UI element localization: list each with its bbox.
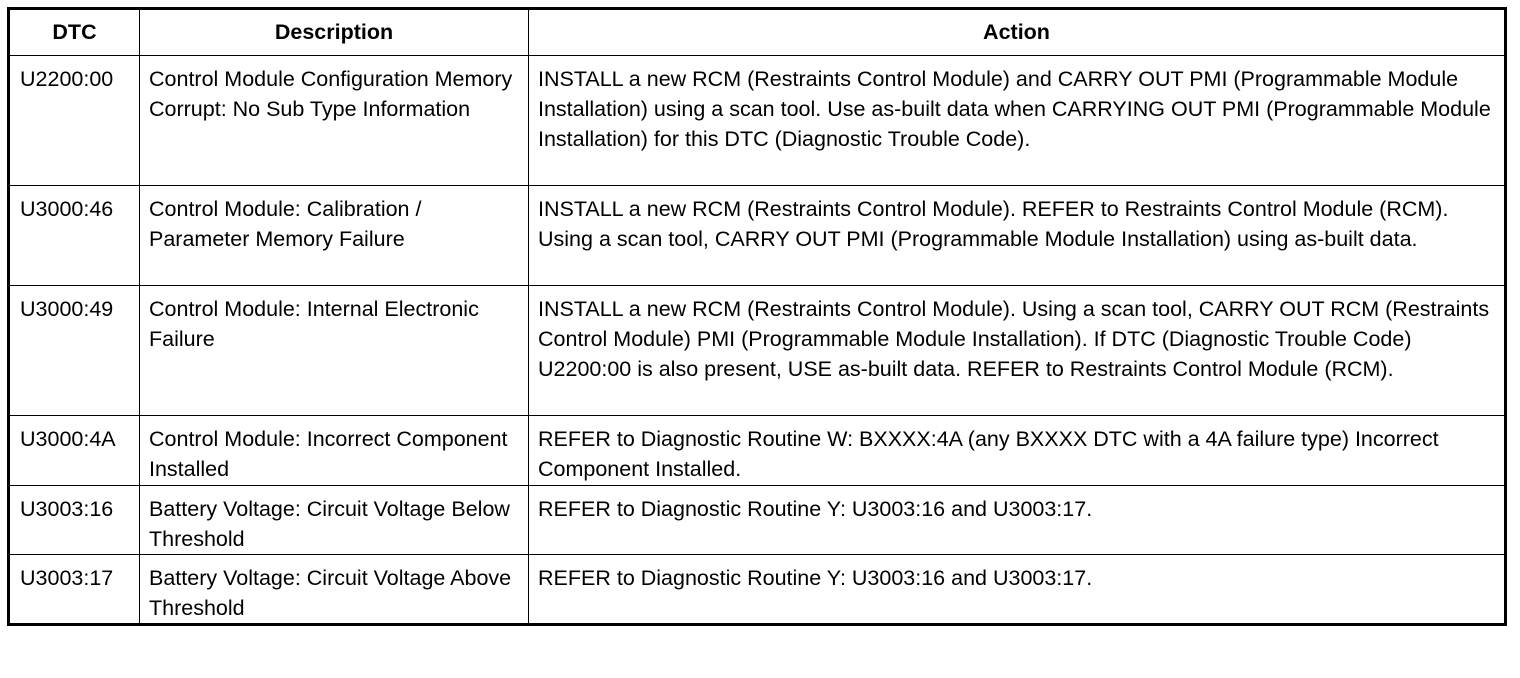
dtc-cell: U3000:49	[9, 286, 140, 416]
dtc-cell: U2200:00	[9, 56, 140, 186]
description-cell: Control Module Configuration Memory Corrupt: No Sub Type Information	[140, 56, 529, 186]
description-cell: Control Module: Calibration / Parameter Memory Failure	[140, 186, 529, 286]
action-cell: REFER to Diagnostic Routine Y: U3003:16 and U3003:17.	[529, 555, 1506, 625]
table-row	[9, 56, 1506, 186]
table-row	[9, 416, 1506, 486]
dtc-cell: U3000:4A	[9, 416, 140, 486]
dtc-cell: U3000:46	[9, 186, 140, 286]
header-action: Action	[529, 9, 1506, 56]
dtc-cell: U3003:17	[9, 555, 140, 625]
table-row	[9, 186, 1506, 286]
description-cell: Battery Voltage: Circuit Voltage Above Threshold	[140, 555, 529, 625]
description-cell: Control Module: Internal Electronic Failure	[140, 286, 529, 416]
action-cell: INSTALL a new RCM (Restraints Control Module). REFER to Restraints Control Module (RCM). Using a scan tool, CARRY OUT PMI (Programmable Module Installation) using as-built data.	[529, 186, 1506, 286]
dtc-table	[7, 7, 1507, 626]
table-header	[9, 9, 1506, 56]
action-cell: REFER to Diagnostic Routine W: BXXXX:4A (any BXXXX DTC with a 4A failure type) Incorrect Component Installed.	[529, 416, 1506, 486]
header-dtc: DTC	[9, 9, 140, 56]
header-row	[9, 9, 1506, 56]
table-row	[9, 486, 1506, 555]
action-cell: INSTALL a new RCM (Restraints Control Module). Using a scan tool, CARRY OUT RCM (Restraints Control Module) PMI (Programmable Module Installation). If DTC (Diagnostic Trouble Code) U2200:00 is also present, USE as-built data. REFER to Restraints Control Module (RCM).	[529, 286, 1506, 416]
header-description: Description	[140, 9, 529, 56]
table-body	[9, 56, 1506, 625]
description-cell: Control Module: Incorrect Component Installed	[140, 416, 529, 486]
action-cell: INSTALL a new RCM (Restraints Control Module) and CARRY OUT PMI (Programmable Module Installation) using a scan tool. Use as-built data when CARRYING OUT PMI (Programmable Module Installation) for this DTC (Diagnostic Trouble Code).	[529, 56, 1506, 186]
table-row	[9, 555, 1506, 625]
description-cell: Battery Voltage: Circuit Voltage Below Threshold	[140, 486, 529, 555]
table-row	[9, 286, 1506, 416]
dtc-cell: U3003:16	[9, 486, 140, 555]
action-cell: REFER to Diagnostic Routine Y: U3003:16 and U3003:17.	[529, 486, 1506, 555]
